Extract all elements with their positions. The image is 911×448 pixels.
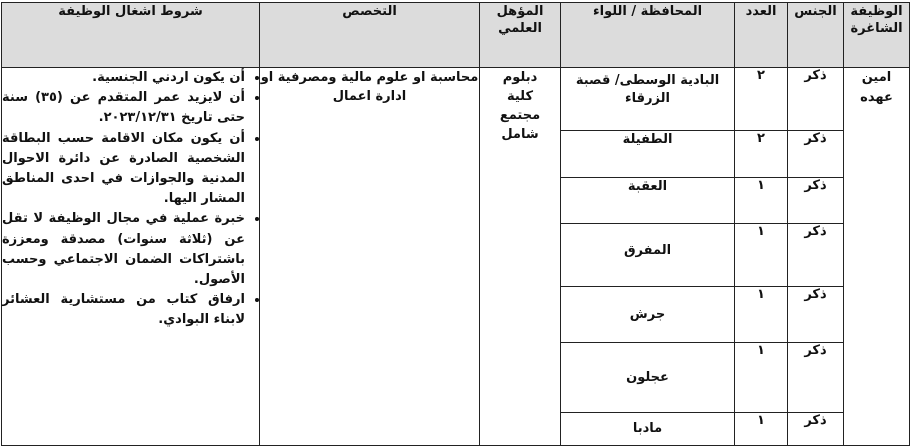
governorate-cell: جرش [561,287,735,343]
header-gender: الجنس [788,3,844,68]
count-cell: ١ [735,413,788,446]
governorate-cell: عجلون [561,343,735,413]
header-job: الوظيفة الشاغرة [844,3,910,68]
count-cell: ١ [735,224,788,287]
count-cell: ٢ [735,68,788,131]
governorate-cell: المفرق [561,224,735,287]
job-title: امين عهده [844,68,910,446]
gender-cell: ذكر [788,131,844,178]
gender-cell: ذكر [788,287,844,343]
count-cell: ٢ [735,131,788,178]
gender-cell: ذكر [788,68,844,131]
condition-item: • ارفاق كتاب من مستشارية العشائر لابناء البوادي. [2,290,245,330]
vacancy-table [1,2,910,446]
governorate-cell: البادية الوسطى/ قصبة الزرقاء [561,68,735,131]
gender-cell: ذكر [788,413,844,446]
count-cell: ١ [735,343,788,413]
gender-cell: ذكر [788,178,844,224]
condition-item: • أن يكون اردني الجنسية. [2,68,245,88]
count-cell: ١ [735,178,788,224]
count-cell: ١ [735,287,788,343]
header-count: العدد [735,3,788,68]
gender-cell: ذكر [788,343,844,413]
header-conditions: شروط اشغال الوظيفة [2,3,260,68]
table-row [2,68,910,131]
specialization-cell: محاسبة او علوم مالية ومصرفية او ادارة اعمال [260,68,480,446]
condition-item: • خبرة عملية في مجال الوظيفة لا تقل عن (ثلاثة سنوات) مصدقة ومعززة باشتراكات الضمان الاجتماعي وحسب الأصول. [2,209,245,290]
condition-item: • أن لايزيد عمر المتقدم عن (٣٥) سنة حتى تاريخ ٢٠٢٣/١٢/٣١. [2,88,245,128]
header-specialization: التخصص [260,3,480,68]
conditions-list [2,68,259,331]
header-row [2,3,910,68]
gender-cell: ذكر [788,224,844,287]
header-qualification: المؤهل العلمي [480,3,561,68]
governorate-cell: الطفيلة [561,131,735,178]
governorate-cell: مادبا [561,413,735,446]
conditions-cell [2,68,260,446]
qualification-cell: دبلوم كلية مجتمع شامل [480,68,561,446]
header-governorate: المحافظة / اللواء [561,3,735,68]
condition-item: • أن يكون مكان الاقامة حسب البطاقة الشخصية الصادرة عن دائرة الاحوال المدنية والجوازات في احدى المناطق المشار اليها. [2,129,245,210]
governorate-cell: العقبة [561,178,735,224]
